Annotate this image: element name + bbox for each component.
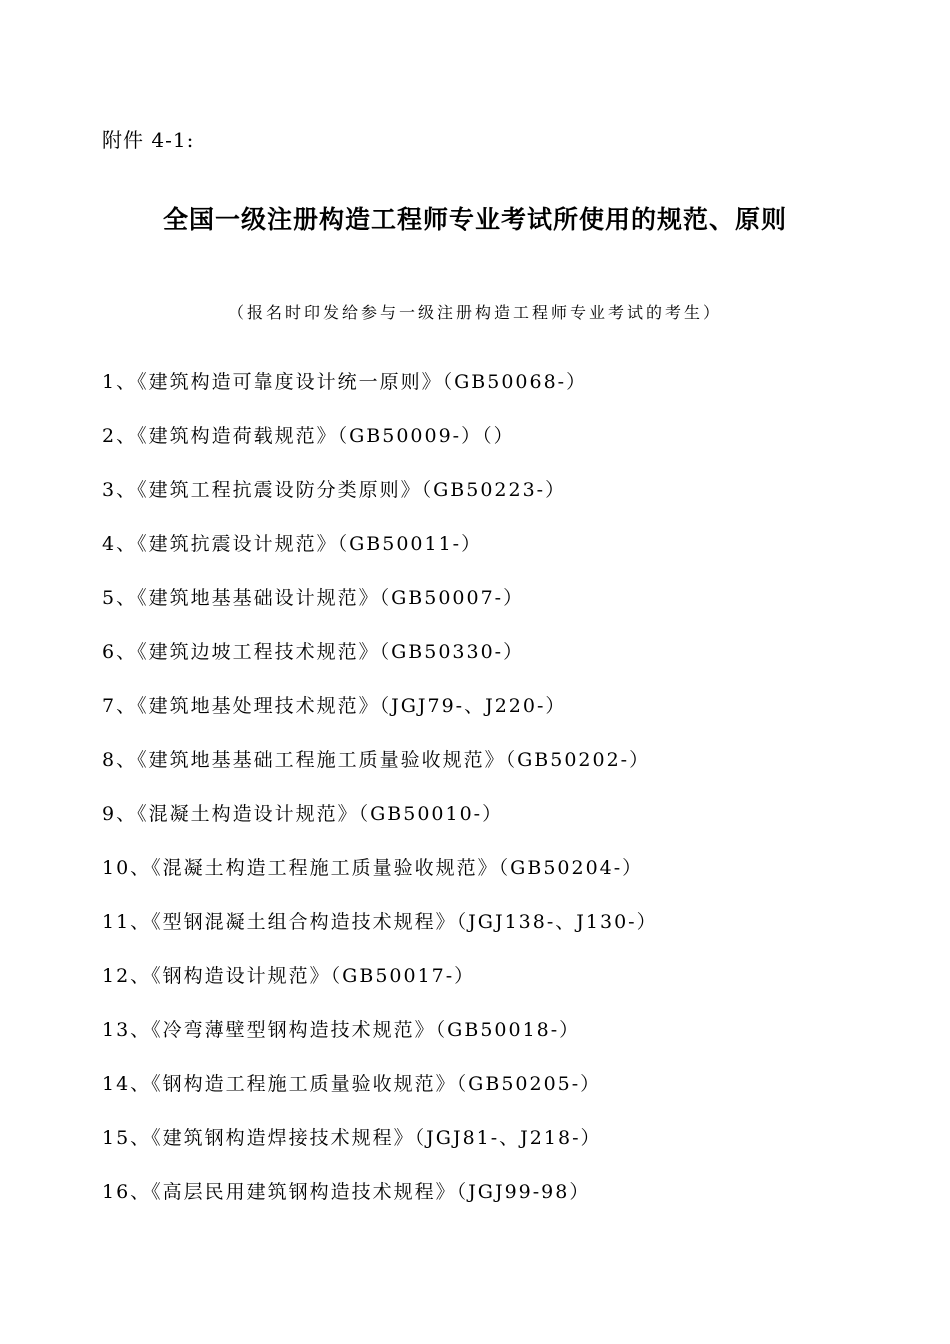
- list-item: 1、《建筑构造可靠度设计统一原则》（GB50068-）: [102, 371, 588, 393]
- list-item: 15、《建筑钢构造焊接技术规程》（JGJ81-、J218-）: [102, 1127, 602, 1149]
- list-item: 11、《型钢混凝土组合构造技术规程》（JGJ138-、J130-）: [102, 911, 658, 933]
- list-item: 7、《建筑地基处理技术规范》（JGJ79-、J220-）: [102, 695, 567, 717]
- list-item: 14、《钢构造工程施工质量验收规范》（GB50205-）: [102, 1073, 602, 1095]
- list-item: 12、《钢构造设计规范》（GB50017-）: [102, 965, 476, 987]
- list-item: 16、《高层民用建筑钢构造技术规程》（JGJ99-98）: [102, 1181, 591, 1203]
- list-item: 4、《建筑抗震设计规范》（GB50011-）: [102, 533, 483, 555]
- document-title: 全国一级注册构造工程师专业考试所使用的规范、原则: [162, 205, 787, 234]
- list-item: 5、《建筑地基基础设计规范》（GB50007-）: [102, 587, 525, 609]
- list-item: 8、《建筑地基基础工程施工质量验收规范》（GB50202-）: [102, 749, 651, 771]
- list-item: 3、《建筑工程抗震设防分类原则》（GB50223-）: [102, 479, 567, 501]
- document-subtitle: （报名时印发给参与一级注册构造工程师专业考试的考生）: [227, 303, 722, 322]
- standards-list: [102, 366, 922, 1230]
- attachment-label: 附件 4-1:: [102, 128, 195, 152]
- list-item: 9、《混凝土构造设计规范》（GB50010-）: [102, 803, 504, 825]
- list-item: 10、《混凝土构造工程施工质量验收规范》（GB50204-）: [102, 857, 644, 879]
- list-item: 13、《冷弯薄壁型钢构造技术规范》（GB50018-）: [102, 1019, 581, 1041]
- list-item: 2、《建筑构造荷载规范》（GB50009-）（）: [102, 425, 515, 447]
- list-item: 6、《建筑边坡工程技术规范》（GB50330-）: [102, 641, 525, 663]
